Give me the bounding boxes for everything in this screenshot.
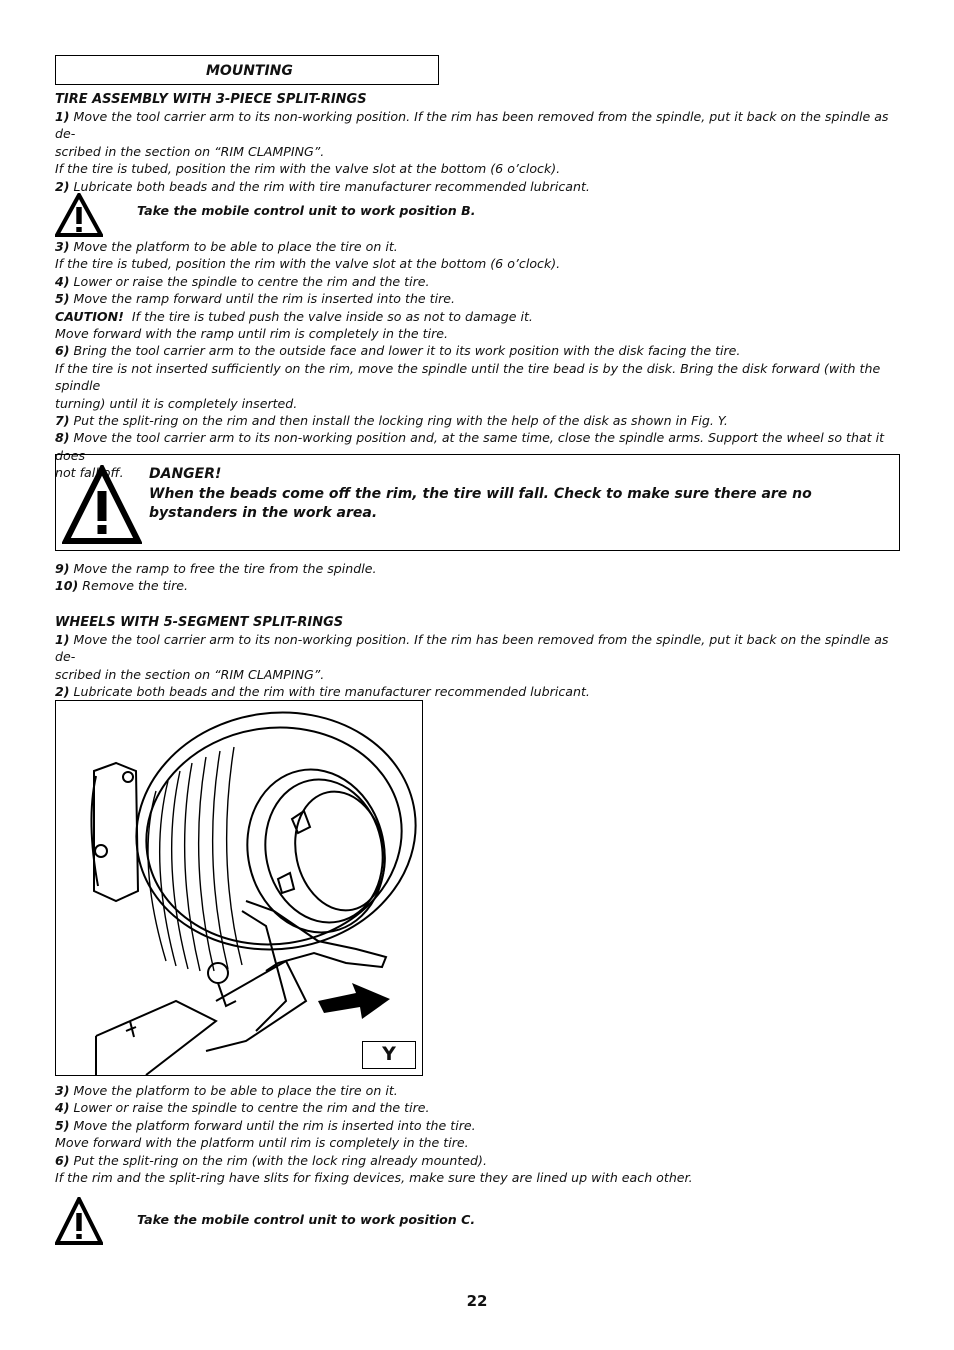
- step-text: Move the tool carrier arm to its non-working position. If the rim has been removed from the spindle, put it back on the spindle as de-: [55, 109, 893, 142]
- step-number: 4): [55, 1100, 70, 1116]
- text-line: [55, 683, 900, 700]
- danger-title: DANGER!: [149, 466, 222, 482]
- text-line: [55, 412, 900, 429]
- step-number: 8): [55, 430, 70, 446]
- text-line: [55, 325, 900, 342]
- warning-row-2: [55, 1197, 900, 1245]
- text-line: [55, 577, 900, 594]
- section1-block-b: [55, 238, 900, 482]
- warning-triangle-icon: [55, 1197, 103, 1245]
- warning-text-2: Take the mobile control unit to work position C.: [137, 1212, 476, 1227]
- text-line: [55, 143, 900, 160]
- text-line: [55, 1099, 900, 1116]
- danger-box: [55, 454, 900, 551]
- step-text: not fall off.: [55, 465, 124, 481]
- section1-lines-a: [55, 108, 900, 195]
- step-number: 6): [55, 343, 70, 359]
- step-number: 2): [55, 684, 70, 700]
- danger-text: [149, 465, 894, 524]
- step-text: If the tire is not inserted sufficiently on the rim, move the spindle until the tire bead is by the disk. Bring the disk forward (with the spindle: [55, 360, 885, 394]
- text-line: [55, 290, 900, 307]
- section2-lines-b: [55, 1082, 900, 1186]
- text-line: [55, 631, 900, 666]
- step-number: 1): [55, 109, 70, 124]
- section1-block-a: [55, 91, 900, 195]
- section1-lines-c: [55, 560, 900, 595]
- step-number: 4): [55, 273, 70, 289]
- step-number: 6): [55, 1152, 70, 1168]
- step-text: Put the split-ring on the rim and then install the locking ring with the help of the disk as shown in Fig. Y.: [69, 413, 728, 429]
- text-line: [55, 255, 900, 272]
- step-text: Lubricate both beads and the rim with tire manufacturer recommended lubricant.: [69, 684, 590, 700]
- step-text: Move the platform to be able to place the tire on it.: [69, 239, 398, 254]
- text-line: [55, 1082, 900, 1099]
- step-text: If the tire is tubed, position the rim with the valve slot at the bottom (6 o’clock).: [55, 161, 561, 177]
- text-line: [55, 1169, 900, 1186]
- step-number: 2): [55, 178, 70, 194]
- section2-block-a: [55, 614, 900, 701]
- step-text: Bring the tool carrier arm to the outside face and lower it to its work position with the disk facing the tire.: [69, 343, 741, 359]
- page-number: 22: [466, 1292, 488, 1310]
- step-number: 7): [55, 413, 70, 429]
- step-text: Move the platform to be able to place the tire on it.: [69, 1083, 398, 1098]
- figure-label: Y: [362, 1041, 416, 1069]
- danger-triangle-icon: [62, 465, 142, 545]
- text-line: [55, 160, 900, 177]
- step-text: Move forward with the ramp until rim is completely in the tire.: [55, 326, 449, 342]
- section1-heading: TIRE ASSEMBLY WITH 3-PIECE SPLIT-RINGS: [55, 92, 367, 107]
- step-text: scribed in the section on “RIM CLAMPING”.: [55, 143, 325, 159]
- section-title-box: [55, 55, 439, 85]
- text-line: [55, 308, 900, 325]
- step-text: Move the ramp to free the tire from the spindle.: [69, 561, 377, 576]
- step-text: Remove the tire.: [78, 578, 188, 594]
- step-text: Move the ramp forward until the rim is inserted into the tire.: [69, 291, 456, 307]
- text-line: [55, 560, 900, 577]
- figure-y: [55, 700, 423, 1076]
- warning-triangle-icon: [55, 193, 103, 237]
- text-line: [55, 108, 900, 143]
- text-line: [55, 238, 900, 255]
- step-text: If the rim and the split-ring have slits for fixing devices, make sure they are lined up with each other.: [55, 1170, 693, 1186]
- text-line: [55, 360, 900, 395]
- step-text: Put the split-ring on the rim (with the lock ring already mounted).: [69, 1152, 487, 1168]
- text-line: [55, 1152, 900, 1169]
- danger-body: When the beads come off the rim, the tire will fall. Check to make sure there are no bystanders in the work area.: [149, 485, 812, 521]
- step-text: Lower or raise the spindle to centre the rim and the tire.: [69, 1100, 430, 1116]
- step-text: Lubricate both beads and the rim with tire manufacturer recommended lubricant.: [69, 178, 590, 194]
- tire-mounting-illustration: [56, 701, 422, 1075]
- step-text: Move the tool carrier arm to its non-working position. If the rim has been removed from the spindle, put it back on the spindle as de-: [55, 632, 893, 665]
- step-text: Move forward with the platform until rim is completely in the tire.: [55, 1135, 469, 1151]
- step-text: scribed in the section on “RIM CLAMPING”.: [55, 666, 325, 682]
- step-text: If the tire is tubed, position the rim with the valve slot at the bottom (6 o’clock).: [55, 256, 561, 272]
- step-number: 5): [55, 291, 70, 307]
- step-number: 3): [55, 1083, 70, 1098]
- step-number: CAUTION!: [55, 308, 124, 324]
- step-text: turning) until it is completely inserted.: [55, 395, 298, 411]
- step-text: Lower or raise the spindle to centre the rim and the tire.: [69, 273, 430, 289]
- step-number: 9): [55, 561, 70, 576]
- text-line: [55, 273, 900, 290]
- text-line: [55, 342, 900, 359]
- warning-text-1: Take the mobile control unit to work position B.: [137, 203, 476, 218]
- text-line: [55, 395, 900, 412]
- step-text: Move the tool carrier arm to its non-working position and, at the same time, close the spindle arms. Support the wheel so that it does: [55, 430, 889, 463]
- step-number: 5): [55, 1117, 70, 1133]
- section-title: MOUNTING: [206, 63, 293, 79]
- step-text: Move the platform forward until the rim is inserted into the tire.: [69, 1117, 476, 1133]
- section1-block-c: [55, 560, 900, 595]
- section2-heading: WHEELS WITH 5-SEGMENT SPLIT-RINGS: [55, 615, 344, 630]
- step-number: 3): [55, 239, 70, 254]
- step-number: 10): [55, 578, 79, 594]
- warning-row-1: [55, 193, 900, 241]
- text-line: [55, 1134, 900, 1151]
- section2-lines-a: [55, 631, 900, 701]
- step-text: If the tire is tubed push the valve inside so as not to damage it.: [123, 308, 533, 324]
- section2-block-b: [55, 1082, 900, 1186]
- text-line: [55, 666, 900, 683]
- section1-lines-b: [55, 238, 900, 482]
- step-number: 1): [55, 632, 70, 647]
- text-line: [55, 1117, 900, 1134]
